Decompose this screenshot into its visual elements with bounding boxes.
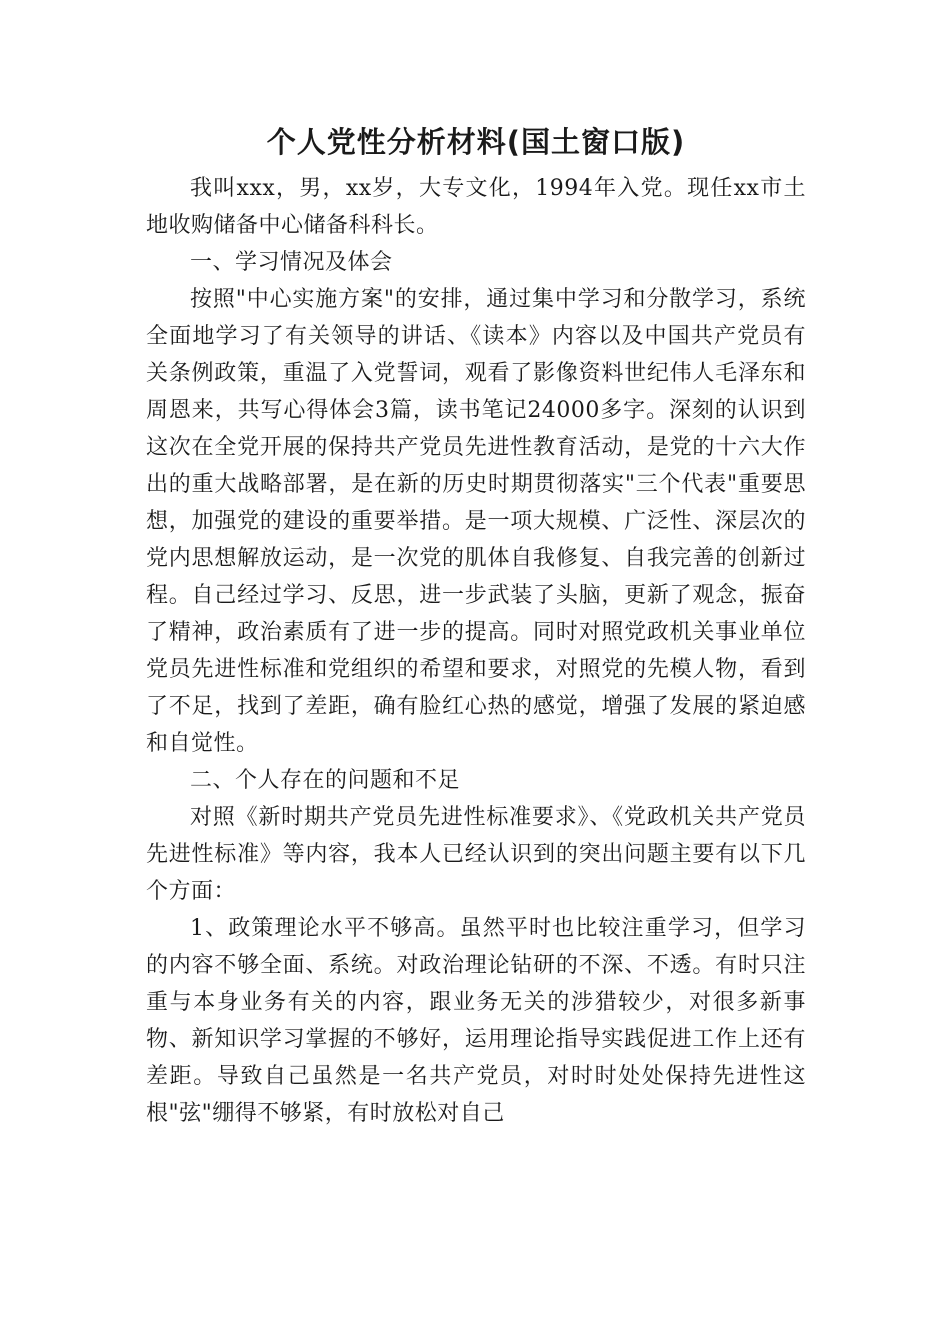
document-page — [146, 118, 806, 1132]
problems-intro-paragraph: 对照《新时期共产党员先进性标准要求》、《党政机关共产党员先进性标准》等内容，我本人已经认识到的突出问题主要有以下几个方面： — [146, 805, 806, 904]
document-title: 个人党性分析材料(国土窗口版) — [266, 125, 686, 159]
intro-paragraph: 我叫xxx，男，xx岁，大专文化，1994年入党。现任xx市土地收购储备中心储备科科长。 — [146, 176, 806, 238]
study-paragraph: 按照"中心实施方案"的安排，通过集中学习和分散学习，系统全面地学习了有关领导的讲话、《读本》内容以及中国共产党员有关条例政策，重温了入党誓词，观看了影像资料世纪伟人毛泽东和周恩来，共写心得体会3篇，读书笔记24000多字。深刻的认识到这次在全党开展的保持共产党员先进性教育活动，是党的十六大作出的重大战略部署，是在新的历史时期贯彻落实"三个代表"重要思想，加强党的建设的重要举措。是一项大规模、广泛性、深层次的党内思想解放运动，是一次党的肌体自我修复、自我完善的创新过程。自己经过学习、反思，进一步武装了头脑，更新了观念，振奋了精神，政治素质有了进一步的提高。同时对照党政机关事业单位党员先进性标准和党组织的希望和要求，对照党的先模人物，看到了不足，找到了差距，确有脸红心热的感觉，增强了发展的紧迫感和自觉性。 — [146, 287, 806, 756]
problem-item-1-paragraph: 1、政策理论水平不够高。虽然平时也比较注重学习，但学习的内容不够全面、系统。对政治理论钻研的不深、不透。有时只注重与本身业务有关的内容，跟业务无关的涉猎较少，对很多新事物、新知识学习掌握的不够好，运用理论指导实践促进工作上还有差距。导致自己虽然是一名共产党员，对时时处处保持先进性这根"弦"绷得不够紧，有时放松对自己 — [146, 916, 806, 1126]
section-heading-problems: 二、个人存在的问题和不足 — [190, 768, 461, 793]
section-heading-study: 一、学习情况及体会 — [190, 250, 393, 275]
